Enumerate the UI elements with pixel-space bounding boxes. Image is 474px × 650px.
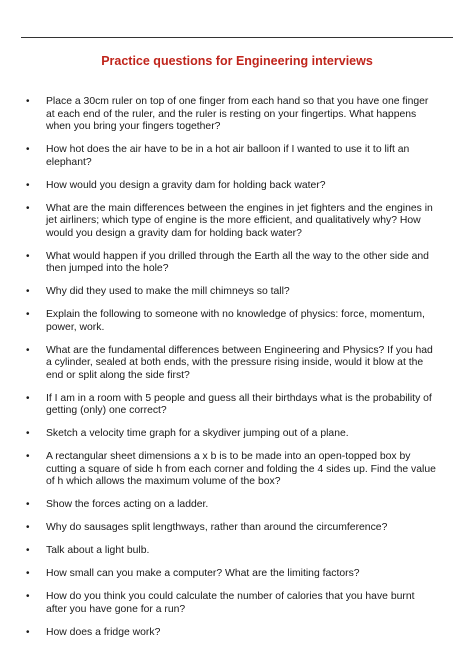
bullet-icon: • bbox=[26, 451, 30, 462]
question-item bbox=[20, 522, 438, 535]
question-item bbox=[20, 591, 438, 616]
bullet-icon: • bbox=[26, 96, 30, 107]
question-item bbox=[20, 499, 438, 512]
question-text: What would happen if you drilled through the Earth all the way to the other side and then jumped into the hole? bbox=[46, 250, 429, 274]
question-item bbox=[20, 144, 438, 169]
question-item bbox=[20, 451, 438, 489]
question-item bbox=[20, 309, 438, 334]
question-text: Show the forces acting on a ladder. bbox=[46, 499, 209, 510]
question-text: Why do sausages split lengthways, rather than around the circumference? bbox=[46, 522, 388, 533]
bullet-icon: • bbox=[26, 344, 30, 356]
document-title: Practice questions for Engineering interviews bbox=[101, 54, 373, 68]
question-text: If I am in a room with 5 people and guess all their birthdays what is the probability of getting (only) one correct? bbox=[46, 392, 432, 416]
bullet-icon: • bbox=[26, 202, 30, 214]
question-text: How hot does the air have to be in a hot air balloon if I wanted to use it to lift an elephant? bbox=[46, 144, 410, 168]
bullet-icon: • bbox=[26, 309, 30, 320]
question-item bbox=[20, 203, 438, 241]
question-item bbox=[20, 627, 438, 640]
question-item bbox=[20, 180, 438, 193]
bullet-icon: • bbox=[26, 545, 30, 556]
question-text: Place a 30cm ruler on top of one finger from each hand so that you have one finger at each end of the ruler, and the ruler is resting on your fingertips. What happens when you bring your fingers together? bbox=[46, 96, 429, 132]
question-list bbox=[20, 96, 438, 650]
question-item bbox=[20, 545, 438, 558]
question-text: How small can you make a computer? What are the limiting factors? bbox=[46, 568, 360, 579]
question-item bbox=[20, 568, 438, 581]
question-text: How do you think you could calculate the number of calories that you have burnt after you have gone for a run? bbox=[46, 591, 415, 615]
question-text: What are the main differences between the engines in jet fighters and the engines in jet airliners; which type of engine is the more efficient, and qualitatively why? How would you design a gravity dam for holding back water? bbox=[46, 202, 433, 239]
question-text: How would you design a gravity dam for holding back water? bbox=[46, 179, 326, 191]
bullet-icon: • bbox=[26, 522, 30, 533]
question-item bbox=[20, 251, 438, 276]
bullet-icon: • bbox=[26, 144, 30, 155]
question-text: A rectangular sheet dimensions a x b is to be made into an open-topped box by cutting a square of side h from each corner and folding the 4 sides up. Find the value of h which allows the maximum volume of the box? bbox=[46, 451, 436, 487]
bullet-icon: • bbox=[26, 250, 30, 262]
question-item bbox=[20, 428, 438, 441]
bullet-icon: • bbox=[26, 499, 30, 510]
bullet-icon: • bbox=[26, 591, 30, 602]
bullet-icon: • bbox=[26, 286, 30, 297]
bullet-icon: • bbox=[26, 428, 30, 439]
question-text: Sketch a velocity time graph for a skydiver jumping out of a plane. bbox=[46, 428, 349, 439]
bullet-icon: • bbox=[26, 179, 30, 191]
question-text: How does a fridge work? bbox=[46, 626, 161, 638]
question-item bbox=[20, 286, 438, 299]
question-item bbox=[20, 345, 438, 383]
question-item bbox=[20, 393, 438, 418]
question-text: What are the fundamental differences between Engineering and Physics? If you had a cylinder, sealed at both ends, with the pressure rising inside, would it blow at the end or split along the side first? bbox=[46, 344, 433, 381]
header-rule bbox=[21, 37, 453, 38]
bullet-icon: • bbox=[26, 392, 30, 404]
bullet-icon: • bbox=[26, 626, 30, 638]
question-text: Explain the following to someone with no knowledge of physics: force, momentum, power, work. bbox=[46, 309, 425, 333]
question-text: Talk about a light bulb. bbox=[46, 545, 150, 556]
question-text: Why did they used to make the mill chimneys so tall? bbox=[46, 286, 290, 297]
question-item bbox=[20, 96, 438, 134]
bullet-icon: • bbox=[26, 568, 30, 579]
